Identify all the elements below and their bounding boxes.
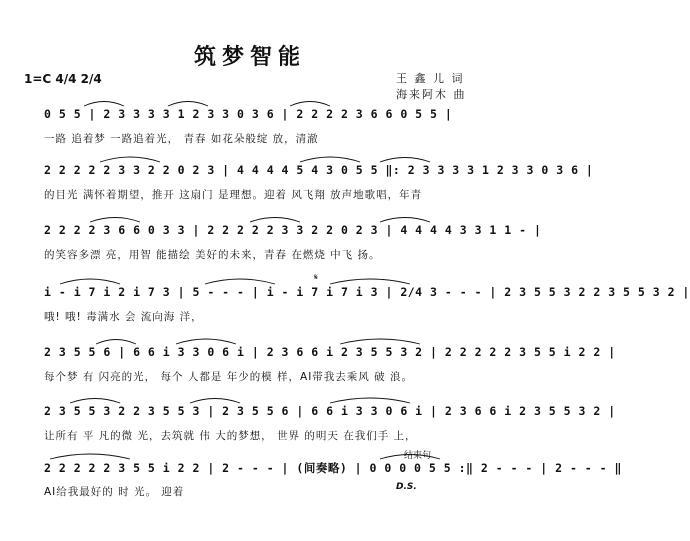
- song-title: 筑梦智能: [193, 44, 306, 70]
- score-row-3: [44, 223, 542, 265]
- score-row-6: [44, 404, 616, 446]
- lyric-line: 的笑容多漂 亮，用智 能描绘 美好的未来，青春 在燃烧 中飞 扬。: [44, 249, 381, 261]
- lyric-line: 的目光 满怀着期望，推开 这扇门 是理想。迎着 风飞翔 放声地歌唱，年青: [44, 189, 423, 201]
- notation-line: 2 2 2 2 3 6 6 0 3 3 | 2 2 2 2 2 3 3 2 2 0 2 3 | 4 4 4 4 3 3 1 1 - |: [44, 223, 542, 237]
- notation-line: 0 5 5 | 2 3 3 3 3 1 2 3 3 0 3 6 | 2 2 2 2 3 6 6 0 5 5 |: [44, 107, 453, 121]
- notation-line: 2 3 5 5 6 | 6 6 i 3 3 0 6 i | 2 3 6 6 i 2 3 5 5 3 2 | 2 2 2 2 2 3 5 5 i 2 2 |: [44, 345, 616, 359]
- notation-line: i - i 7 i 2 i 7 3 | 5 - - - | i - i 7 i 7 i 3 | 2/4 3 - - - | 2 3 5 5 3 2 2 3 5 5 3 2 |: [44, 285, 690, 299]
- notation-line: 2 2 2 2 2 3 5 5 i 2 2 | 2 - - - | (间奏略) | 0 0 0 0 5 5 :‖ 2 - - - | 2 - - - ‖: [44, 461, 622, 475]
- lyricist-credit: 王 鑫 儿 词: [396, 72, 465, 85]
- score-row-1: [44, 107, 484, 149]
- lyric-line: 哦! 哦! 毒满水 会 流向海 洋，: [44, 311, 203, 323]
- lyric-line: 每个梦 有 闪亮的光， 每个 人都是 年少的模 样，AI带我去乘风 破 浪。: [44, 371, 413, 383]
- ds-mark: D.S.: [396, 482, 417, 492]
- lyric-line: AI给我最好的 时 光。 迎着: [44, 486, 185, 498]
- lyric-line: 一路 追着梦 一路追着光， 青春 如花朵般绽 放，清澈: [44, 133, 319, 145]
- ending-label: 结束句: [404, 451, 432, 461]
- composer-credit: 海来阿木 曲: [396, 88, 467, 101]
- notation-line: 2 3 5 5 3 2 2 3 5 5 3 | 2 3 5 5 6 | 6 6 i 3 3 0 6 i | 2 3 6 6 i 2 3 5 5 3 2 |: [44, 404, 616, 418]
- score-row-7: [44, 451, 622, 502]
- segno-mark: 𝄋: [314, 273, 318, 283]
- key-signature: 1=C 4/4 2/4: [24, 72, 102, 86]
- lyric-line: 让所有 平 凡的微 光，去筑就 伟 大的梦想， 世界 的明天 在我们手 上，: [44, 430, 417, 442]
- score-row-5: [44, 345, 616, 387]
- notation-line: 2 2 2 2 2 3 3 2 2 0 2 3 | 4 4 4 4 5 4 3 0 5 5 ‖: 2 3 3 3 3 1 2 3 3 0 3 6 |: [44, 163, 594, 177]
- score-row-2: [44, 163, 594, 205]
- score-row-4: [44, 273, 690, 327]
